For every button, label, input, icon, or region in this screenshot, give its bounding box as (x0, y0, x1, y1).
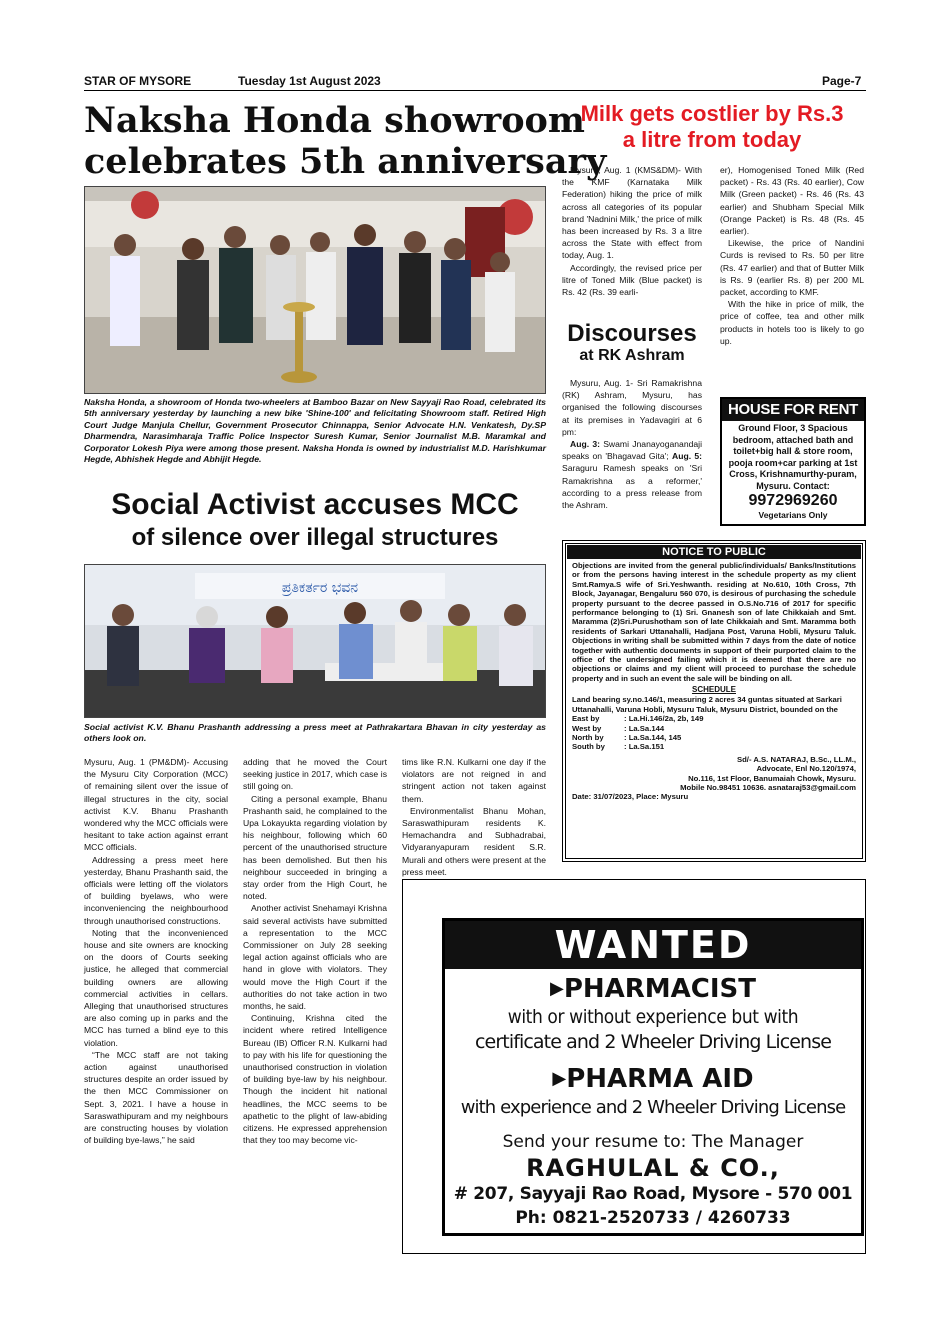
activist-headline (84, 487, 546, 554)
activist-para: Noting that the inconvenienced house and site owners are knocking on the doors of Courts seeking justice, he alleged that commercial building owners are allowing commercial activities in cellars. Alleging that unauthorised structures are also coming up in parks and the MCC has turned a blind eye to this violation. (84, 927, 228, 1048)
pos1-line2: certificate and 2 Wheeler Driving License (475, 1031, 831, 1053)
activist-title-line2: of silence over illegal structures (131, 524, 499, 552)
milk-para: Accordingly, the revised price per litre of Toned Milk (Blue packet) is Rs. 42 (Rs. 39 earli- (562, 262, 702, 298)
discourses-headline (562, 321, 702, 365)
honda-title-line2: celebrates 5th anniversary (84, 141, 607, 183)
issue-date: Tuesday 1st August 2023 (238, 74, 381, 88)
notice-title: NOTICE TO PUBLIC (567, 545, 861, 559)
bound-val: : La.Sa.151 (624, 742, 665, 752)
milk-para: Mysuru, Aug. 1 (KMS&DM)- With the KMF (Karnataka Milk Federation) hiking the price of milk across all categories of its popular brand 'Nadnini Milk,' the price of milk has been increased by Rs. 3 a litre across the State with effect from today, Aug. 1. (562, 165, 702, 261)
bound-row (572, 742, 856, 751)
page-number: Page-7 (822, 74, 862, 88)
milk-title-line2: a litre from today (622, 127, 802, 153)
pos1-heading (445, 973, 861, 1005)
honda-photo (84, 186, 546, 394)
arrow-right-icon: ▶ (552, 1068, 567, 1089)
paper-name: STAR OF MYSORE (84, 74, 192, 88)
aug3-label: Aug. 3: (570, 439, 600, 450)
aug3-text: Swami Jnanayoganandaji speaks on 'Bhagavad Gita'; (562, 439, 702, 462)
activist-para: “The MCC staff are not taking action against unauthorised structures despite an order issued by the then MCC Commissioner on Sept. 3, 2021. I have a house in Saraswathipuram and my neighbours are constructing houses by violation of building bye-laws,” he said (84, 1049, 228, 1146)
wanted-ad (442, 918, 864, 1236)
honda-title-line1: Naksha Honda showroom (84, 100, 585, 141)
discourses-subtitle: at RK Ashram (579, 347, 685, 365)
activist-photo (84, 564, 546, 718)
signature-line: Mobile No.98451 10636. asnataraj53@gmail.com (680, 782, 856, 792)
activist-para: Continuing, Krishna cited the incident where retired Intelligence Bureau (IB) Officer R.N. Kulkarni had to pay with his life for questioning the unauthorised construction in violation of building bye-law by his neighbour. Though the incident hit national headlines, the MCC seems to be apathetic to the plight of law-abiding citizens. He expressed apprehension that they too may become vic- (243, 1013, 387, 1146)
rent-body: Ground Floor, 3 Spacious bedroom, attached bath and toilet+big hall & store room, pooja room+car parking at 1st Cross, Krishnamurthy-puram, Mysuru. Contact: (728, 423, 858, 491)
activist-para: Addressing a press meet here yesterday, Bhanu Prashanth said, the officials were letting off the violators of building byelaws, who were inconveniencing the neighbourhood through unauthorised constructions. (84, 854, 228, 926)
milk-headline (558, 101, 866, 154)
activist-caption: Social activist K.V. Bhanu Prashanth addressing a press meet at Pathrakartara Bhavan in city yesterday as others look on. (84, 722, 546, 744)
milk-column-1 (562, 164, 702, 298)
activist-para: Environmentalist Bhanu Mohan, Saraswathipuram residents K. Hemachandra and Subhadrabai, Vidyaranyapuram resident S.R. Murali and others were present at the press meet. (402, 805, 546, 877)
notice-date: Date: 31/07/2023, Place: Mysuru (572, 792, 689, 802)
milk-column-2 (720, 164, 864, 347)
bound-dir: East by (572, 714, 600, 724)
milk-para: With the hike in price of milk, the price of coffee, tea and other milk products in hotels too is likely to go up. (720, 299, 864, 346)
honda-headline (84, 100, 607, 183)
signature-line: No.116, 1st Floor, Banumaiah Chowk, Mysuru. (688, 773, 856, 783)
rent-note: Vegetarians Only (758, 509, 828, 520)
header-rule (84, 90, 866, 91)
signature-line: Sd/- A.S. NATARAJ, B.Sc., LL.M., (736, 754, 856, 764)
notice-signature (572, 755, 856, 793)
activist-column-1 (84, 756, 228, 1147)
company-address: # 207, Sayyaji Rao Road, Mysore - 570 001 (453, 1184, 853, 1204)
discourses-intro: Mysuru, Aug. 1- Sri Ramakrishna (RK) Ashram, Mysuru, has organised the following discourses at its premises in Yadavagiri at 6 pm: (562, 378, 702, 437)
activist-title-line1: Social Activist accuses MCC (111, 488, 519, 521)
activist-para: adding that he moved the Court seeking justice in 2017, which case is still going on. (243, 757, 387, 792)
activist-para: tims like R.N. Kulkarni one day if the violators are not reigned in and stringent action not taken against them. (402, 757, 546, 804)
pos2-heading (445, 1063, 861, 1095)
notice-body: Objections are invited from the general public/individuals/ Banks/Institutions or from the persons having interest in the schedule property as my client Smt.Ramya.S wife of Sri.Yeshwanth. residing at No.610, 10th Cross, 7th Block, Jayanagar, Bengaluru 560 070, is desirous of purchasing the schedule property pursuant to the decree passed in O.S.No.716 of 2017 for specific performance belonging to (1) Sri. Gnanesh son of late Chikkaiah and Smt. Maramma (2)Sri.Purushotham son of late Chikkaiah and Smt. Maramma both residents of Sarkari Uttanahalli, Hadjana Post, Varuna Hobli, Mysuru Taluk. Objections in writing shall be submitted within 7 days from the date of notice together with authentic documents in support of their purported claim to the office of the undersigned failing which it is deemed that there are no objections or claims and my client will proceed to purchase the schedule property and in such an event the sale will be binding on all. (572, 561, 856, 683)
rent-phone: 9972969260 (748, 492, 838, 510)
pos1-title: PHARMACIST (563, 974, 756, 1004)
send-resume: Send your resume to: The Manager (502, 1132, 804, 1152)
bound-dir: North by (572, 733, 604, 743)
activist-para: Citing a personal example, Bhanu Prashanth said, he complained to the Upa Lokayukta regarding violation by his neighbour, following which 60 percent of the unauthorised structure has been demolished. But then his neighbour succeeded in bringing a stay order from the High Court, he noted. (243, 793, 387, 902)
activist-para: Another activist Snehamayi Krishna said several activists have submitted a representation to the MCC Commissioner on July 28 seeking legal action against officials who are hand in glove with violators. They would move the High Court if the authorities do not take action in two months, he said. (243, 903, 387, 1012)
activist-column-2 (243, 756, 387, 1147)
press-meet-illustration (85, 565, 546, 718)
company-name: RAGHULAL & CO., (526, 1154, 780, 1182)
pos1-line1: with or without experience but with (507, 1006, 799, 1028)
company-phone: Ph: 0821-2520733 / 4260733 (515, 1208, 791, 1228)
bound-val: : La.Sa.144, 145 (624, 733, 682, 743)
discourses-body (562, 377, 702, 511)
milk-para: Likewise, the price of Nandini Curds is revised to Rs. 50 per litre (Rs. 47 earlier) and that of Butter Milk is Rs. 9 (earlier Rs. 8) per 200 ML packet, according to KMF. (720, 238, 864, 298)
milk-title-line1: Milk gets costlier by Rs.3 (580, 101, 844, 126)
activist-para: Mysuru, Aug. 1 (PM&DM)- Accusing the Mysuru City Corporation (MCC) of remaining silent over the issue of illegal structures in the city, social activist K.V. Bhanu Prashanth wondered why the MCC officials were hesitant to take action against errant MCC officials. (84, 757, 228, 853)
arrow-right-icon: ▶ (549, 978, 564, 999)
aug5-text: Saraguru Ramesh speaks on 'Sri Ramakrishna as a reformer,' according to a press release from the Ashram. (562, 463, 702, 511)
house-for-rent-ad (720, 397, 866, 526)
banner-text: ಪ್ರತಿಕರ್ತರ ಭವನ (281, 580, 359, 596)
rent-title: HOUSE FOR RENT (722, 399, 864, 421)
honda-caption: Naksha Honda, a showroom of Honda two-wheelers at Bamboo Bazar on New Sayyaji Rao Road, celebrated its 5th anniversary yesterday by launching a new bike 'Shine-100' and felicitating Showroom staff. Retired High Court Judge Manjula Chellur, Government Prosecutor Chinnappa, Senior Advocate H.N. Venkatesh, Dy.SP Dharmendra, Narasimharaja Traffic Police Inspector Suresh Kumar, Senior Journalist M.B. Maramkal and Corporator Lokesh Piya were among those present. Naksha Honda is owned by industrialist M.D. Harishkumar Hegde, Abhishek Hegde and Abhijit Hegde. (84, 397, 546, 465)
notice-to-public-ad (562, 540, 866, 862)
signature-line: Advocate, Enl No.120/1974, (756, 764, 856, 774)
bound-val: : La.Hi.146/2a, 2b, 149 (624, 714, 704, 724)
schedule-bounds (572, 714, 856, 752)
bound-dir: West by (572, 723, 602, 733)
bound-val: : La.Sa.144 (624, 723, 665, 733)
wanted-title: WANTED (445, 921, 861, 969)
discourses-title: Discourses (567, 320, 697, 347)
aug5-label: Aug. 5: (672, 451, 703, 462)
schedule-title: SCHEDULE (691, 685, 736, 695)
pos2-title: PHARMA AID (566, 1064, 754, 1094)
schedule-body: Land bearing sy.no.146/1, measuring 2 acres 34 guntas situated at Sarkari Uttanahalli, Varuna Hobli, Mysuru Taluk, Mysuru District, bounded on the (572, 695, 842, 714)
activist-column-3 (402, 756, 546, 878)
bound-dir: South by (572, 742, 605, 752)
milk-para: er), Homogenised Toned Milk (Red packet) - Rs. 43 (Rs. 40 earlier), Cow Milk (Green packet) - Rs. 46 (Rs. 43 earlier) and Shubham Special Milk (Orange Packet) is Rs. 48 (Rs. 45 earlier). (720, 165, 864, 237)
bound-row (572, 733, 856, 742)
pos2-line: with experience and 2 Wheeler Driving License (460, 1097, 846, 1118)
bound-row (572, 724, 856, 733)
honda-photo-illustration (85, 187, 546, 394)
bound-row (572, 714, 856, 723)
